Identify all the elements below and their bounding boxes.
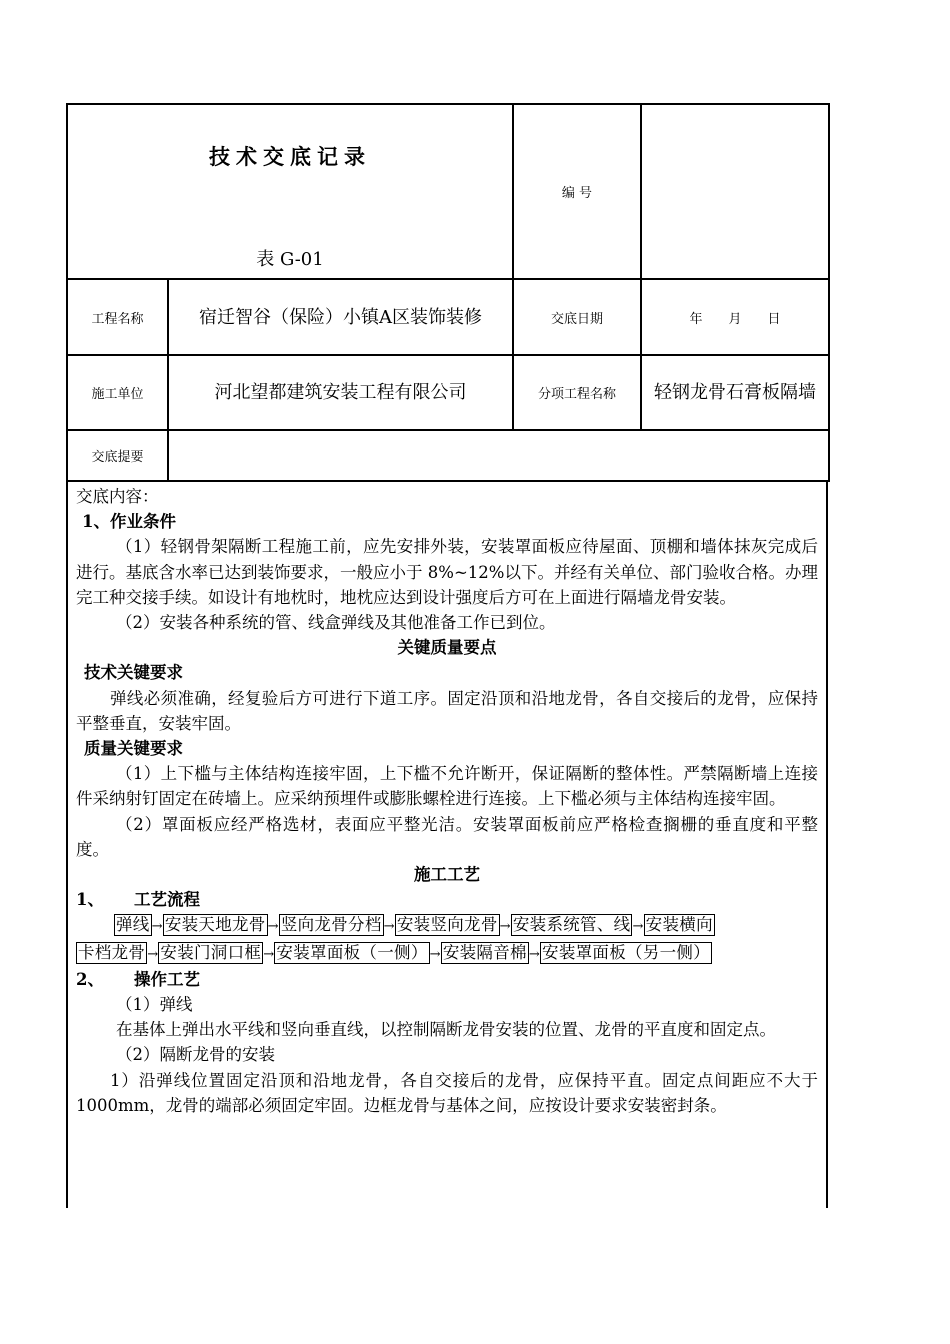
tech-requirements-para: 弹线必须准确，经复验后方可进行下道工序。固定沿顶和沿地龙骨，各自交接后的龙骨，应保持平整垂直，安装牢固。 — [76, 688, 818, 733]
number-value[interactable] — [641, 104, 829, 279]
flow-heading — [76, 887, 818, 912]
flow-number: 1、 — [76, 890, 104, 910]
flow-step: 安装门洞口框 — [160, 942, 262, 962]
arrow-icon: → — [499, 919, 511, 935]
content-intro: 交底内容： — [76, 487, 159, 506]
flow-step: 安装竖向龙骨 — [396, 915, 498, 935]
arrow-icon: → — [263, 946, 275, 962]
flow-line-1 — [76, 912, 818, 939]
arrow-icon: → — [151, 919, 163, 935]
conditions-para-1: （1）轻钢骨架隔断工程施工前，应先安排外装，安装罩面板应待屋面、顶棚和墙体抹灰完成后进行。基底含水率已达到装饰要求，一般应小于 8%~12%以下。并经有关单位、部门验收合格。办理完工种交接手续。如设计有地枕时，地枕应达到设计强度后方可在上面进行隔墙龙骨安装。 — [76, 537, 818, 607]
op-2-title: （2）隔断龙骨的安装 — [116, 1045, 275, 1065]
subproject-value[interactable]: 轻钢龙骨石膏板隔墙 — [641, 355, 829, 430]
project-value[interactable]: 宿迁智谷（保险）小镇A区装饰装修 — [168, 279, 513, 355]
key-points-title: 关键质量要点 — [397, 638, 497, 658]
form-code: 表 G-01 — [256, 249, 324, 270]
conditions-para-2: （2）安装各种系统的管、线盒弹线及其他准备工作已到位。 — [116, 613, 556, 633]
flow-step: 安装罩面板（另一侧） — [542, 942, 711, 962]
operation-heading — [76, 967, 818, 992]
process-title: 施工工艺 — [414, 865, 480, 885]
flow-title: 工艺流程 — [133, 890, 200, 910]
flow-step: 安装罩面板（一侧） — [276, 942, 428, 962]
flow-step: 安装横向 — [645, 915, 713, 935]
flow-step: 竖向龙骨分档 — [280, 915, 382, 935]
arrow-icon: → — [267, 919, 279, 935]
flow-line-2 — [76, 940, 818, 967]
operation-title: 操作工艺 — [133, 969, 200, 989]
contractor-label: 施工单位 — [67, 355, 168, 430]
quality-requirements-title: 质量关键要求 — [84, 739, 183, 759]
operation-number: 2、 — [76, 969, 104, 989]
document-page — [66, 103, 828, 1208]
arrow-icon: → — [632, 919, 644, 935]
flow-step: 安装系统管、线 — [512, 915, 631, 935]
arrow-icon: → — [528, 946, 541, 962]
tech-requirements-title: 技术关键要求 — [84, 663, 183, 683]
title-cell — [67, 104, 513, 279]
summary-label: 交底提要 — [67, 430, 168, 481]
quality-para-1: （1）上下槛与主体结构连接牢固，上下槛不允许断开，保证隔断的整体性。严禁隔断墙上连接件采纳射钉固定在砖墙上。应采纳预埋件或膨胀螺栓进行连接。上下槛必须与主体结构连接牢固。 — [76, 764, 818, 809]
op-1-para: 在基体上弹出水平线和竖向垂直线，以控制隔断龙骨安装的位置、龙骨的平直度和固定点。 — [116, 1020, 776, 1040]
contractor-value[interactable]: 河北望都建筑安装工程有限公司 — [168, 355, 513, 430]
arrow-icon: → — [429, 946, 441, 962]
arrow-icon: → — [383, 919, 395, 935]
document-title: 技术交底记录 — [209, 144, 371, 169]
subproject-label: 分项工程名称 — [513, 355, 641, 430]
quality-para-2: （2）罩面板应经严格选材，表面应平整光洁。安装罩面板前应严格检查搁栅的垂直度和平整度。 — [76, 814, 818, 859]
flow-step: 安装隔音棉 — [442, 942, 527, 962]
project-label: 工程名称 — [67, 279, 168, 355]
section-conditions-title: 1、作业条件 — [82, 512, 176, 532]
flow-step: 弹线 — [116, 915, 150, 935]
content-body — [66, 482, 828, 1208]
date-value[interactable]: 年 月 日 — [641, 279, 829, 355]
flow-step: 卡档龙骨 — [78, 942, 146, 962]
op-2-para: 1）沿弹线位置固定沿顶和沿地龙骨，各自交接后的龙骨，应保持平直。固定点间距应不大于 1000mm，龙骨的端部必须固定牢固。边框龙骨与基体之间，应按设计要求安装密封条。 — [76, 1070, 818, 1115]
flow-step: 安装天地龙骨 — [164, 915, 266, 935]
number-label: 编 号 — [513, 104, 641, 279]
date-label: 交底日期 — [513, 279, 641, 355]
summary-value[interactable] — [168, 430, 829, 481]
arrow-icon: → — [147, 946, 159, 962]
op-1-title: （1）弹线 — [116, 995, 193, 1015]
header-table — [66, 103, 830, 482]
